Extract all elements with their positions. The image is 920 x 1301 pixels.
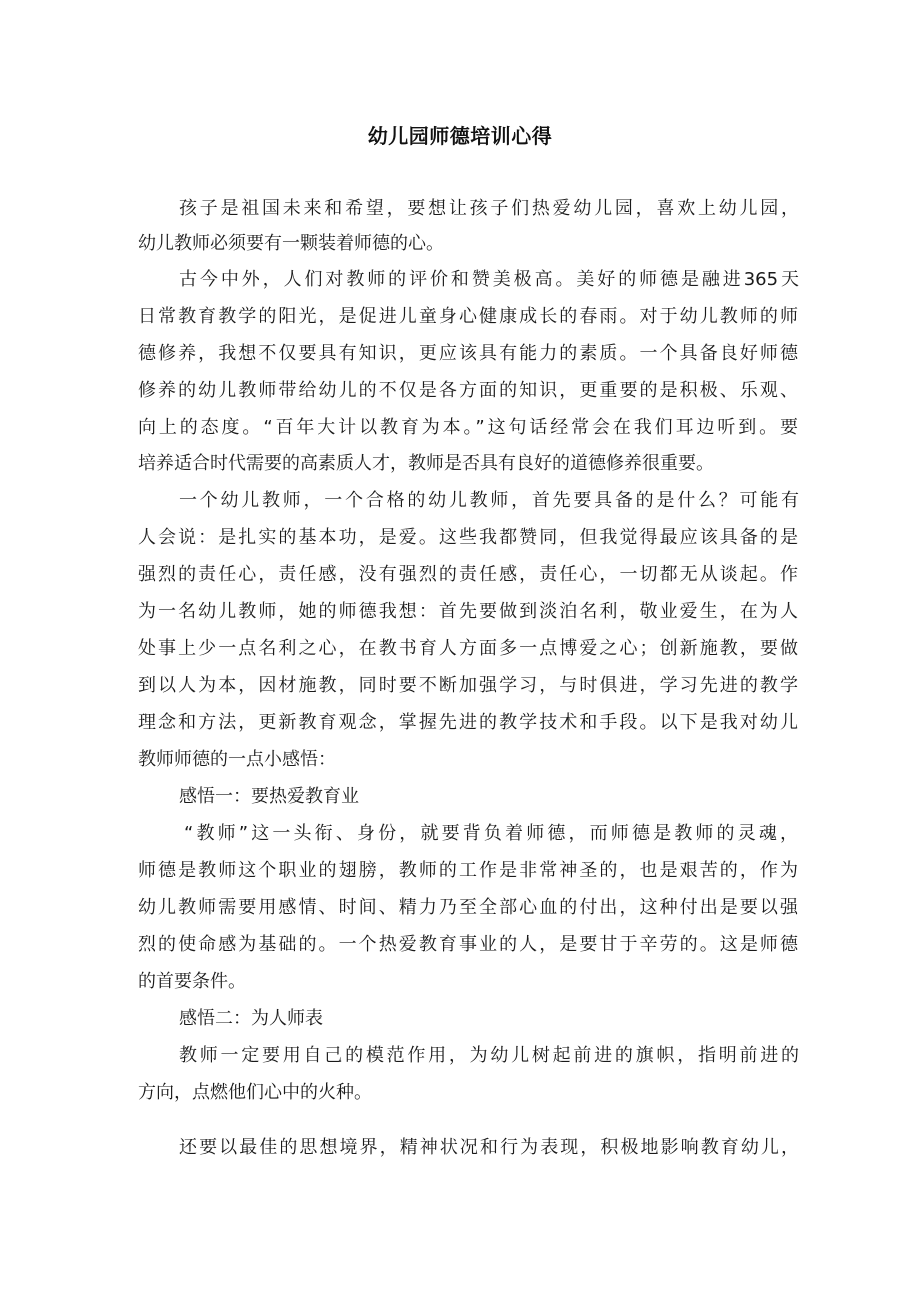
text-line: 烈的使命感为基础的。一个热爱教育事业的人，是要甘于辛劳的。这是师德 (138, 934, 798, 955)
text-line: 师德是教师这个职业的翅膀，教师的工作是非常神圣的，也是艰苦的，作为 (138, 860, 798, 881)
text-line: 强烈的责任心，责任感，没有强烈的责任感，责任心，一切都无从谈起。作 (138, 564, 798, 585)
text-line: 还要以最佳的思想境界，精神状况和行为表现，积极地影响教育幼儿， (179, 1137, 799, 1158)
text-line: 日常教育教学的阳光，是促进儿童身心健康成长的春雨。对于幼儿教师的师 (138, 306, 798, 327)
section-heading: 感悟一：要热爱教育业 (179, 786, 359, 807)
text-line: 理念和方法，更新教育观念，掌握先进的教学技术和手段。以下是我对幼儿 (138, 712, 798, 733)
text-line: 人会说：是扎实的基本功，是爱。这些我都赞同，但我觉得最应该具备的是 (138, 527, 798, 548)
text-line: 幼儿教师必须要有一颗装着师德的心。 (138, 233, 444, 254)
text-line: 幼儿教师需要用感情、时间、精力乃至全部心血的付出，这种付出是要以强 (138, 897, 798, 918)
document-title: 幼儿园师德培训心得 (367, 124, 553, 148)
text-line: 德修养，我想不仅要具有知识，更应该具有能力的素质。一个具备良好师德 (138, 343, 798, 364)
text-line: 教师师德的一点小感悟： (138, 749, 336, 770)
text-line: 一个幼儿教师，一个合格的幼儿教师，首先要具备的是什么？可能有 (179, 490, 799, 511)
text-line: 的首要条件。 (138, 971, 246, 992)
text-line: 为一名幼儿教师，她的师德我想：首先要做到淡泊名利，敬业爱生，在为人 (138, 601, 798, 622)
text-line: 教师一定要用自己的模范作用，为幼儿树起前进的旗帜，指明前进的 (179, 1045, 799, 1066)
text-line: 培养适合时代需要的高素质人才，教师是否具有良好的道德修养很重要。 (138, 453, 714, 474)
text-line: 孩子是祖国未来和希望，要想让孩子们热爱幼儿园，喜欢上幼儿园， (179, 198, 799, 219)
text-line: “教师”这一头衔、身份，就要背负着师德，而师德是教师的灵魂， (184, 823, 798, 844)
text-line: 处事上少一点名利之心，在教书育人方面多一点博爱之心；创新施教，要做 (138, 638, 798, 659)
text-line: 到以人为本，因材施教，同时要不断加强学习，与时俱进，学习先进的教学 (138, 675, 798, 696)
text-line: 向上的态度。“百年大计以教育为本。”这句话经常会在我们耳边听到。要 (138, 417, 798, 438)
text-line: 方向，点燃他们心中的火种。 (138, 1082, 372, 1103)
text-line: 修养的幼儿教师带给幼儿的不仅是各方面的知识，更重要的是积极、乐观、 (138, 380, 798, 401)
section-heading: 感悟二：为人师表 (179, 1008, 323, 1029)
text-line: 古今中外，人们对教师的评价和赞美极高。美好的师德是融进365天 (179, 269, 799, 290)
